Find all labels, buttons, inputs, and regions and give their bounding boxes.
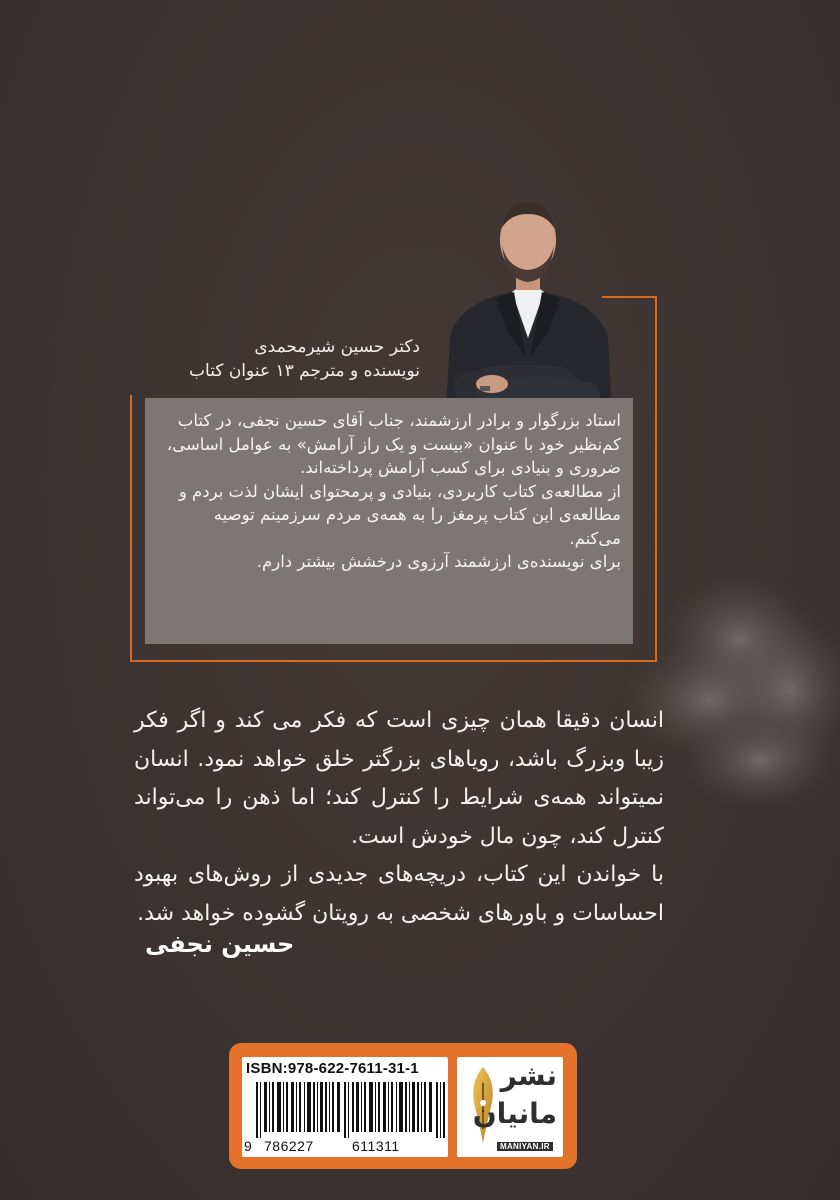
barcode-group-2: 611311 <box>352 1138 400 1154</box>
author-caption <box>90 335 420 383</box>
isbn-label: ISBN:978-622-7611-31-1 <box>246 1060 419 1077</box>
author-portrait <box>436 188 620 410</box>
publisher-word-2: مانیان <box>472 1097 557 1130</box>
barcode-group-1: 786227 <box>264 1138 314 1154</box>
author-name: دکتر حسین شیرمحمدی <box>254 337 420 357</box>
endorsement-paragraph-2: از مطالعه‌ی کتاب کاربردی، بنیادی و پرمحتوای ایشان لذت بردم و مطالعه‌ی این کتاب پرمغز را به همه‌ی مردم سرزمینم توصیه می‌کنم. <box>178 481 621 548</box>
signature: حسین نجفی <box>145 930 295 958</box>
barcode-icon <box>256 1082 446 1138</box>
endorsement-paragraph-3: برای نویسنده‌ی ارزشمند آرزوی درخشش بیشتر دارم. <box>256 552 621 571</box>
endorsement-box <box>145 398 633 644</box>
endorsement-paragraph-1: استاد بزرگوار و برادر ارزشمند، جناب آقای حسین نجفی، در کتاب کم‌نظیر خود با عنوان «بیست و یک راز آرامش» به عوامل اساسی، ضروری و بنیادی برای کسب آرامش پرداخته‌اند. <box>166 411 621 477</box>
publisher-url: MANIYAN.IR <box>497 1142 553 1151</box>
blurb-paragraph-2: با خواندن این کتاب، دریچه‌های جدیدی از روش‌های بهبود احساسات و باورهای شخصی به رویتان گشوده خواهد شد. <box>134 862 664 926</box>
publisher-logo <box>457 1057 563 1157</box>
blurb-paragraph-1: انسان دقیقا همان چیزی است که فکر می کند و اگر فکر زیبا وبزرگ باشد، رویاهای بزرگتر خلق خواهد نمود. انسان نمیتواند همه‌ی شرایط را کنترل کند؛ اما ذهن را می‌تواند کنترل کند، چون مال خودش است. <box>134 708 664 849</box>
frame-line-bottom <box>130 660 657 662</box>
barcode-digit-first: 9 <box>244 1138 252 1154</box>
blurb-text <box>134 702 664 933</box>
frame-line-left <box>130 395 132 662</box>
author-role: نویسنده و مترجم ۱۳ عنوان کتاب <box>189 361 420 381</box>
publisher-word-1: نشر <box>500 1059 557 1092</box>
frame-line-right <box>655 296 657 661</box>
